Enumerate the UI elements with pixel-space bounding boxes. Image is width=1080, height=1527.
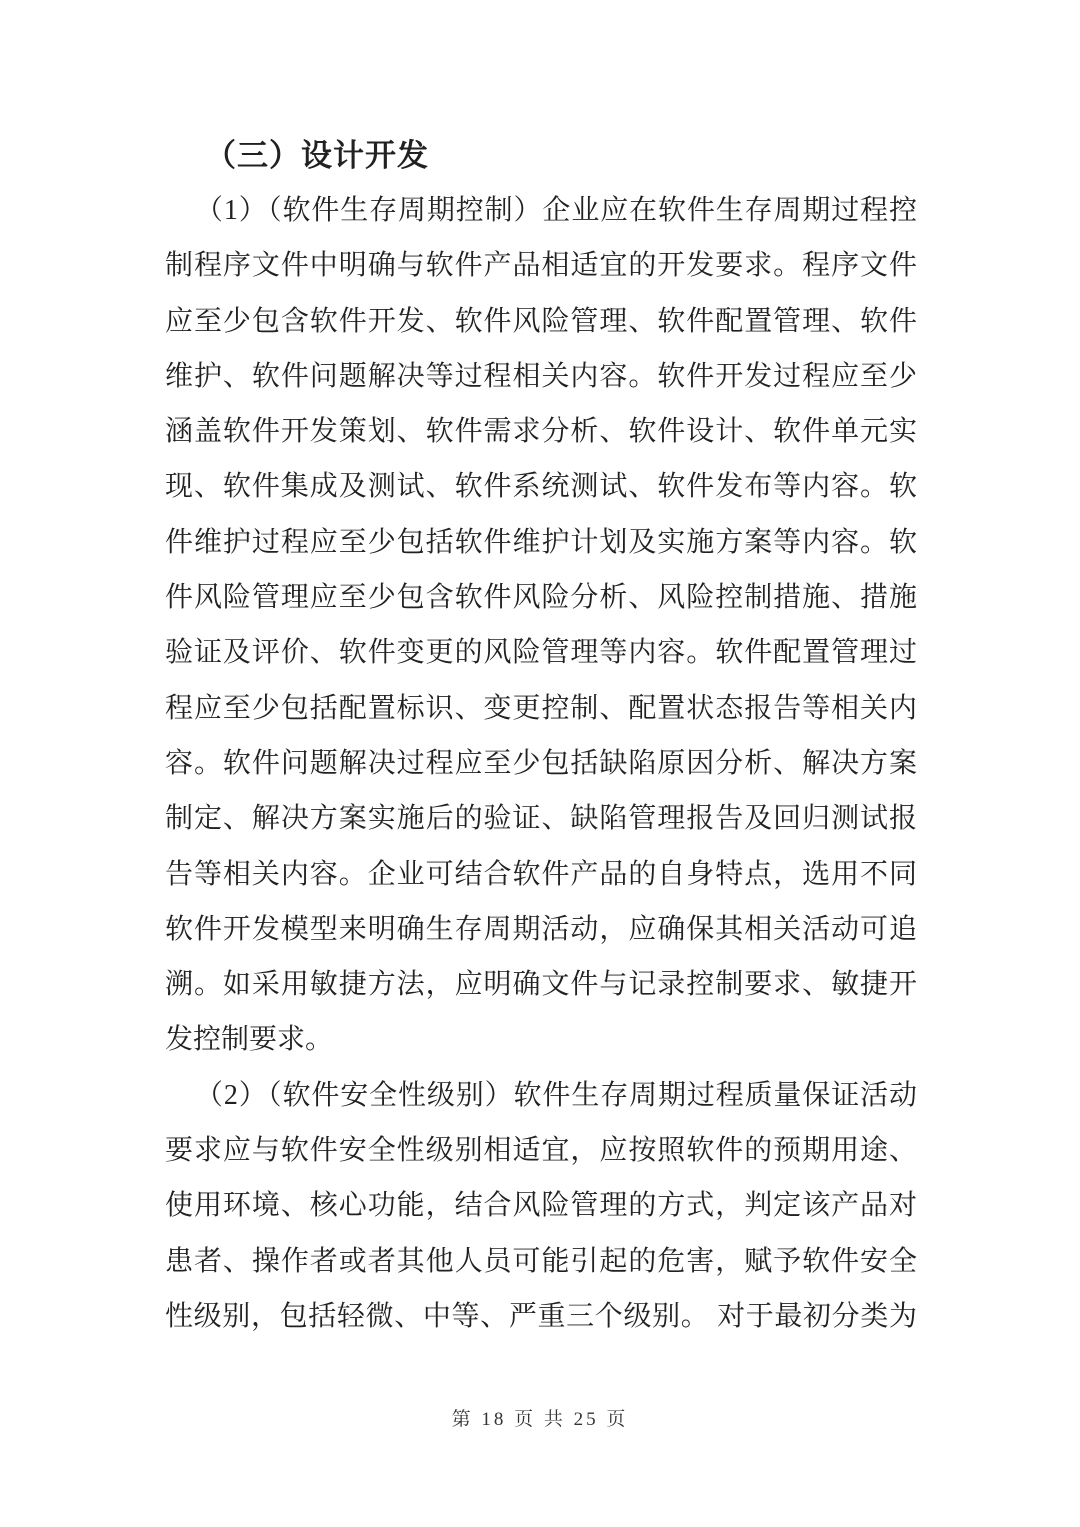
- text-line: （1）（软件生存周期控制）企业应在软件生存周期过程控: [195, 195, 917, 226]
- text-line: （2）（软件安全性级别）软件生存周期过程质量保证活动: [195, 1079, 917, 1111]
- text-line: 件风险管理应至少包含软件风险分析、风险控制措施、措施: [165, 582, 917, 614]
- document-content: [165, 128, 917, 1344]
- text-line: 应至少包含软件开发、软件风险管理、软件配置管理、软件: [165, 305, 917, 337]
- text-line: 验证及评价、软件变更的风险管理等内容。软件配置管理过: [165, 637, 917, 669]
- text-line: 件维护过程应至少包括软件维护计划及实施方案等内容。软: [165, 526, 917, 558]
- text-line: 现、软件集成及测试、软件系统测试、软件发布等内容。软: [165, 471, 917, 503]
- text-line: 告等相关内容。企业可结合软件产品的自身特点，选用不同: [165, 858, 917, 890]
- paragraph: [165, 183, 917, 1068]
- text-line: 性级别，包括轻微、中等、严重三个级别。 对于最初分类为: [165, 1300, 917, 1332]
- text-line: 维护、软件问题解决等过程相关内容。软件开发过程应至少: [165, 360, 917, 392]
- text-line: 制定、解决方案实施后的验证、缺陷管理报告及回归测试报: [165, 803, 917, 835]
- text-line: 软件开发模型来明确生存周期活动，应确保其相关活动可追: [165, 913, 917, 945]
- text-line: 发控制要求。: [165, 1024, 334, 1056]
- text-line: 使用环境、核心功能，结合风险管理的方式，判定该产品对: [165, 1190, 917, 1222]
- text-line: 制程序文件中明确与软件产品相适宜的开发要求。程序文件: [165, 250, 917, 282]
- document-body: [165, 183, 917, 1344]
- text-line: 患者、操作者或者其他人员可能引起的危害，赋予软件安全: [165, 1245, 917, 1277]
- paragraph: [165, 1068, 917, 1344]
- text-line: 容。软件问题解决过程应至少包括缺陷原因分析、解决方案: [165, 747, 917, 779]
- text-line: 程应至少包括配置标识、变更控制、配置状态报告等相关内: [165, 692, 917, 724]
- page-number-footer: 第 18 页 共 25 页: [451, 1409, 629, 1430]
- section-heading: （三）设计开发: [205, 138, 429, 173]
- text-line: 要求应与软件安全性级别相适宜，应按照软件的预期用途、: [165, 1135, 917, 1167]
- text-line: 涵盖软件开发策划、软件需求分析、软件设计、软件单元实: [165, 416, 917, 448]
- text-line: 溯。如采用敏捷方法，应明确文件与记录控制要求、敏捷开: [165, 969, 917, 1001]
